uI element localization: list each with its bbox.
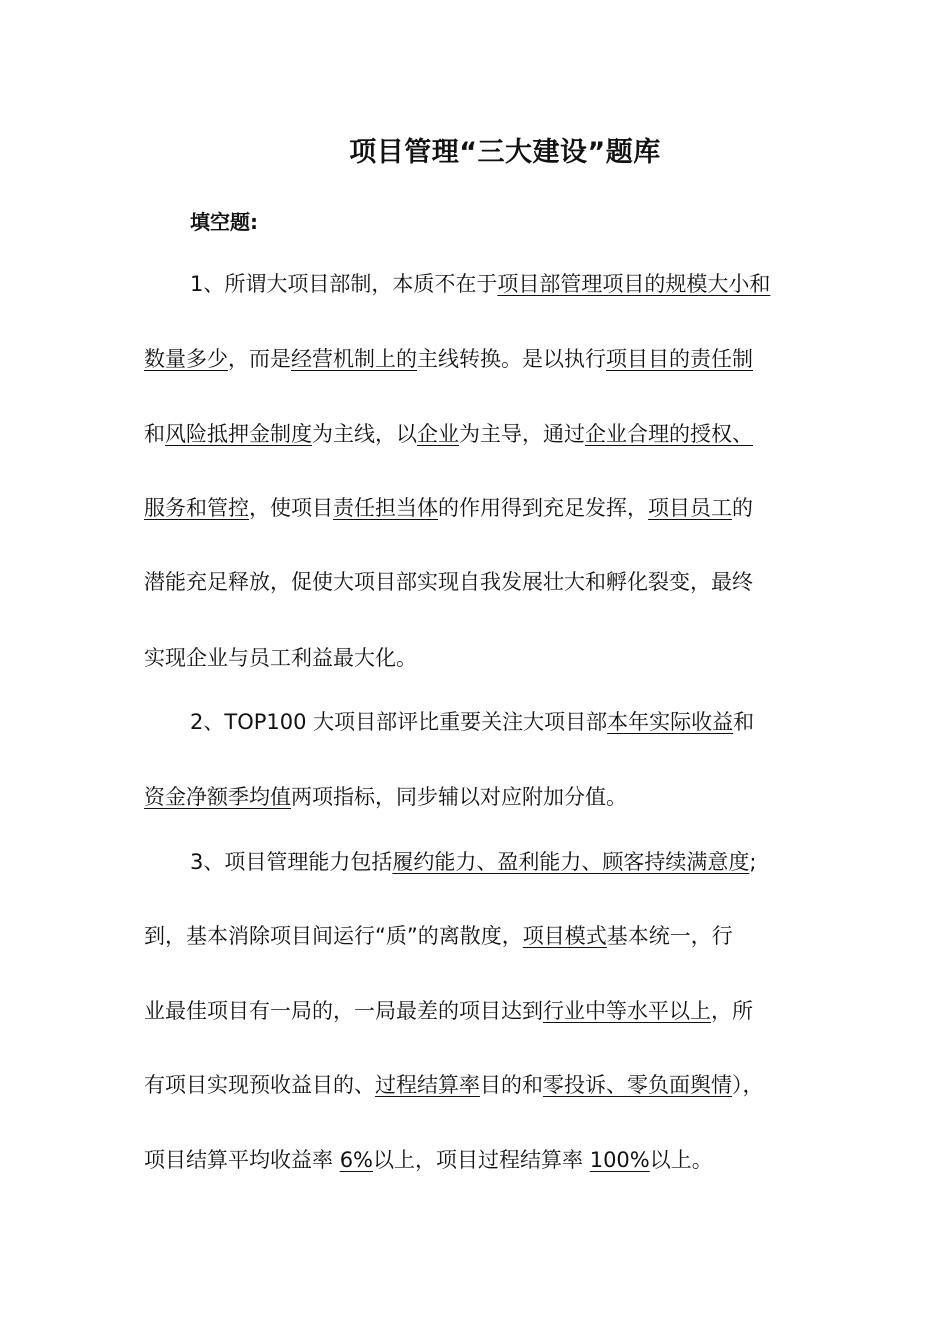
question-text: 3、项目管理能力包括 bbox=[190, 850, 393, 874]
question-text: 的 bbox=[732, 496, 753, 520]
question-text: 有项目实现预收益目的、 bbox=[144, 1073, 375, 1097]
question-text: 潜能充足释放，促使大项目部实现自我发展壮大和孵化裂变，最终 bbox=[144, 570, 753, 594]
text-line bbox=[144, 345, 753, 373]
text-line bbox=[144, 1146, 713, 1174]
answer-blank: 服务和管控 bbox=[144, 496, 249, 520]
answer-blank: 项目目的责任制 bbox=[606, 347, 753, 371]
answer-blank: 项目员工 bbox=[648, 496, 732, 520]
question-text: 实现企业与员工利益最大化。 bbox=[144, 646, 417, 670]
answer-blank: 履约能力、盈利能力、顾客持续满意度 bbox=[392, 850, 750, 874]
text-line bbox=[144, 922, 733, 950]
answer-blank: 项目模式 bbox=[522, 924, 607, 948]
question-text: 为主线，以 bbox=[312, 422, 417, 446]
answer-blank: 企业 bbox=[417, 422, 459, 446]
question-text: ，而是 bbox=[228, 347, 291, 371]
question-text: ）， bbox=[732, 1073, 764, 1097]
question-text: 项目结算平均收益率 bbox=[144, 1148, 340, 1172]
text-line bbox=[144, 494, 753, 522]
answer-blank: 行业中等水平以上 bbox=[543, 999, 711, 1023]
text-line bbox=[190, 848, 756, 876]
question-text: 目的和 bbox=[480, 1073, 543, 1097]
answer-blank: 零投诉、零负面舆情 bbox=[543, 1073, 732, 1097]
question-text: 以上，项目过程结算率 bbox=[373, 1148, 590, 1172]
question-text: ，所 bbox=[711, 999, 753, 1023]
text-line bbox=[144, 568, 753, 596]
question-text: 以上。 bbox=[649, 1148, 713, 1172]
text-line bbox=[190, 708, 754, 736]
question-text: ，使项目 bbox=[249, 496, 333, 520]
question-text: 主线转换。是以执行 bbox=[417, 347, 606, 371]
section-heading-fill-in-blank: 填空题: bbox=[190, 210, 258, 234]
answer-blank: 企业合理的授权、 bbox=[585, 422, 753, 446]
text-line bbox=[144, 997, 753, 1025]
answer-blank: 风险抵押金制度 bbox=[165, 422, 312, 446]
answer-blank: 经营机制上的 bbox=[291, 347, 417, 371]
text-line bbox=[190, 270, 770, 298]
text-line bbox=[144, 644, 417, 672]
question-text: 到，基本消除项目间运行“质”的离散度， bbox=[144, 924, 523, 948]
question-text: 两项指标，同步辅以对应附加分值。 bbox=[291, 785, 627, 809]
answer-blank: 项目部管理项目的规模大小和 bbox=[497, 272, 771, 296]
answer-blank: 6% bbox=[339, 1148, 374, 1172]
page-title: 项目管理“三大建设”题库 bbox=[349, 137, 661, 168]
answer-blank: 100% bbox=[589, 1148, 650, 1172]
question-text: 为主导，通过 bbox=[459, 422, 585, 446]
question-text: 和 bbox=[144, 422, 165, 446]
answer-blank: 资金净额季均值 bbox=[144, 785, 291, 809]
question-text: 和 bbox=[733, 710, 755, 734]
answer-blank: 责任担当体 bbox=[333, 496, 438, 520]
text-line bbox=[144, 1071, 764, 1099]
question-text: ; bbox=[749, 850, 757, 874]
question-text: 业最佳项目有一局的，一局最差的项目达到 bbox=[144, 999, 543, 1023]
answer-blank: 本年实际收益 bbox=[607, 710, 734, 734]
question-text: 2、TOP100 大项目部评比重要关注大项目部 bbox=[190, 710, 608, 734]
question-text: 基本统一，行 bbox=[606, 924, 733, 948]
answer-blank: 数量多少 bbox=[144, 347, 228, 371]
answer-blank: 过程结算率 bbox=[375, 1073, 480, 1097]
question-text: 的作用得到充足发挥， bbox=[438, 496, 648, 520]
text-line bbox=[144, 783, 627, 811]
text-line bbox=[144, 420, 753, 448]
question-text: 1、所谓大项目部制，本质不在于 bbox=[190, 272, 498, 296]
